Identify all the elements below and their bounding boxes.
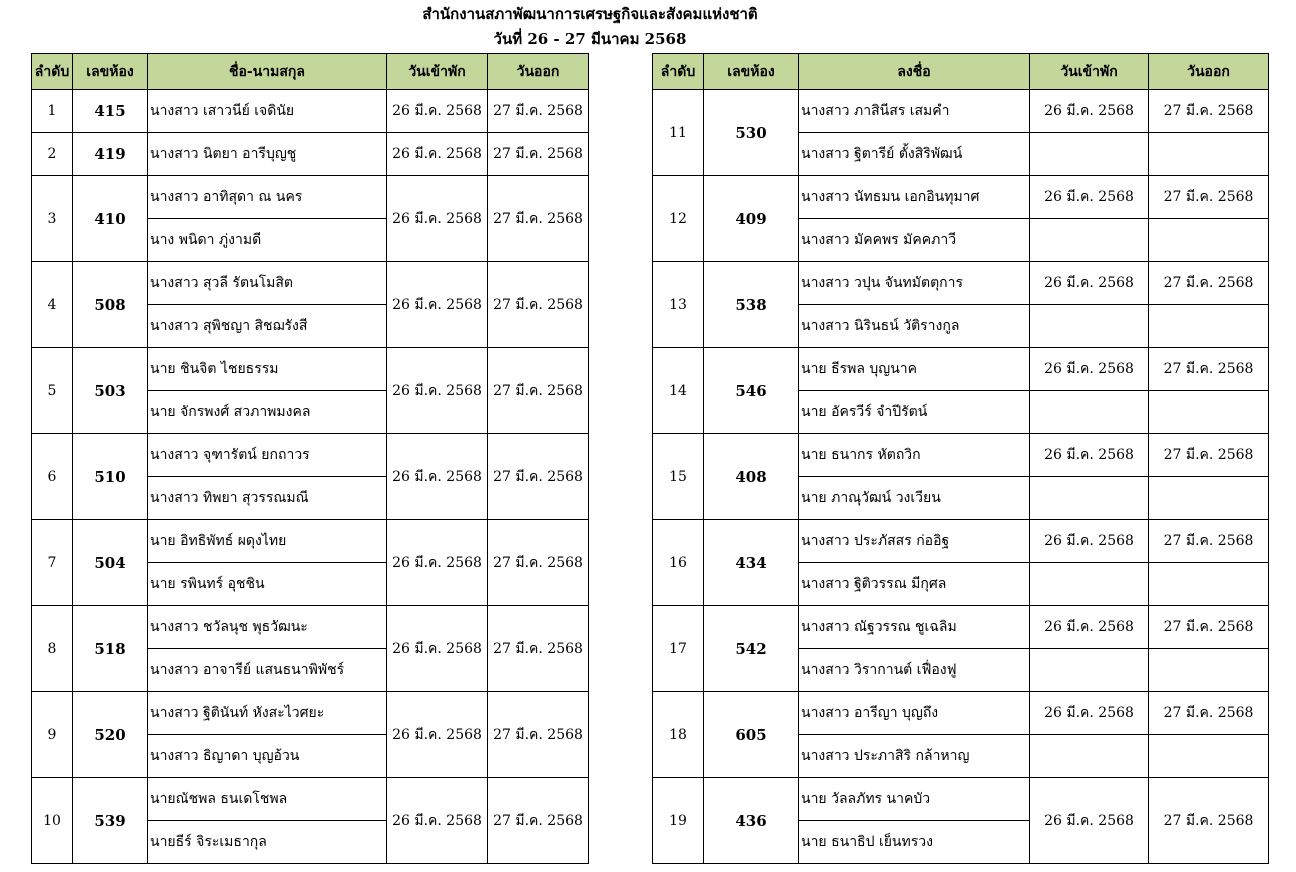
guest-name: นาย จักรพงศ์ สวภาพมงคล	[148, 391, 387, 434]
guest-name: นางสาว นิตยา อารีบุญชู	[148, 133, 387, 176]
checkout-date: 27 มี.ค. 2568	[1149, 692, 1269, 735]
checkin-date: 26 มี.ค. 2568	[387, 348, 488, 434]
table-row	[32, 133, 589, 176]
checkout-date: 27 มี.ค. 2568	[1149, 262, 1269, 305]
checkout-date: 27 มี.ค. 2568	[488, 520, 589, 606]
guest-name: นางสาว วิรากานต์ เฟื่องฟู	[799, 649, 1030, 692]
header-signature: ลงชื่อ	[799, 54, 1030, 90]
checkin-date	[1030, 391, 1149, 434]
guest-name: นาย ภาณุวัฒน์ วงเวียน	[799, 477, 1030, 520]
checkout-date	[1149, 649, 1269, 692]
checkin-date	[1030, 133, 1149, 176]
guest-name: นาย อัครวีร์ จำปีรัตน์	[799, 391, 1030, 434]
guest-name: นางสาว ณัฐวรรณ ชูเฉลิม	[799, 606, 1030, 649]
guest-name: นางสาว มัคคพร มัคคภาวี	[799, 219, 1030, 262]
guest-name: นางสาว สุวลี รัตนโมสิต	[148, 262, 387, 305]
guest-name: นางสาว อาจารีย์ แสนธนาพิพัชร์	[148, 649, 387, 692]
table-row	[32, 262, 589, 305]
guest-name: นาย รพินทร์ อุชชิน	[148, 563, 387, 606]
room-number: 419	[73, 133, 148, 176]
guest-name: นางสาว ฐิตารีย์ ตั้งสิริพัฒน์	[799, 133, 1030, 176]
header-no: ลำดับ	[653, 54, 704, 90]
checkin-date: 26 มี.ค. 2568	[1030, 90, 1149, 133]
checkout-date: 27 มี.ค. 2568	[1149, 520, 1269, 563]
guest-name: นางสาว ธิญาดา บุญอ้วน	[148, 735, 387, 778]
guest-name: นางสาว วปุน จันทมัตตุการ	[799, 262, 1030, 305]
row-number: 7	[32, 520, 73, 606]
table-row	[653, 262, 1269, 305]
checkin-date	[1030, 649, 1149, 692]
checkout-date: 27 มี.ค. 2568	[1149, 348, 1269, 391]
checkin-date: 26 มี.ค. 2568	[1030, 692, 1149, 735]
guest-name: นางสาว ภาสินีสร เสมคำ	[799, 90, 1030, 133]
checkin-date: 26 มี.ค. 2568	[387, 176, 488, 262]
row-number: 16	[653, 520, 704, 606]
row-number: 17	[653, 606, 704, 692]
room-number: 415	[73, 90, 148, 133]
guest-name: นาย อิทธิพัทธ์ ผดุงไทย	[148, 520, 387, 563]
checkin-date: 26 มี.ค. 2568	[387, 520, 488, 606]
checkin-date: 26 มี.ค. 2568	[1030, 348, 1149, 391]
header-room: เลขห้อง	[73, 54, 148, 90]
checkin-date: 26 มี.ค. 2568	[1030, 778, 1149, 864]
header-checkout: วันออก	[488, 54, 589, 90]
checkin-date: 26 มี.ค. 2568	[387, 434, 488, 520]
checkin-date	[1030, 477, 1149, 520]
checkin-date: 26 มี.ค. 2568	[387, 262, 488, 348]
table-row	[653, 778, 1269, 821]
row-number: 12	[653, 176, 704, 262]
table-row	[32, 606, 589, 649]
room-number: 504	[73, 520, 148, 606]
page-subtitle-date: วันที่ 26 - 27 มีนาคม 2568	[493, 30, 687, 48]
table-row	[32, 434, 589, 477]
checkin-date: 26 มี.ค. 2568	[387, 778, 488, 864]
room-number: 510	[73, 434, 148, 520]
room-number: 538	[704, 262, 799, 348]
checkin-date: 26 มี.ค. 2568	[387, 90, 488, 133]
checkout-date: 27 มี.ค. 2568	[488, 262, 589, 348]
guest-name: นายธีร์ จิระเมธากุล	[148, 821, 387, 864]
guest-name: นาย ธีรพล บุญนาค	[799, 348, 1030, 391]
room-number: 518	[73, 606, 148, 692]
guest-name: นางสาว นัทธมน เอกอินทุมาศ	[799, 176, 1030, 219]
page-title: สำนักงานสภาพัฒนาการเศรษฐกิจและสังคมแห่งชาติ	[422, 5, 758, 23]
checkout-date	[1149, 391, 1269, 434]
guest-name: นางสาว เสาวนีย์ เจดินัย	[148, 90, 387, 133]
row-number: 3	[32, 176, 73, 262]
checkin-date: 26 มี.ค. 2568	[1030, 520, 1149, 563]
checkin-date: 26 มี.ค. 2568	[1030, 434, 1149, 477]
room-number: 530	[704, 90, 799, 176]
room-number: 434	[704, 520, 799, 606]
table-row	[32, 778, 589, 821]
header-checkin: วันเข้าพัก	[1030, 54, 1149, 90]
header-checkin: วันเข้าพัก	[387, 54, 488, 90]
checkout-date	[1149, 735, 1269, 778]
checkout-date: 27 มี.ค. 2568	[488, 176, 589, 262]
checkout-date: 27 มี.ค. 2568	[1149, 434, 1269, 477]
guest-name: นาย ชินจิต ไชยธรรม	[148, 348, 387, 391]
checkout-date	[1149, 477, 1269, 520]
room-number: 605	[704, 692, 799, 778]
checkout-date: 27 มี.ค. 2568	[488, 692, 589, 778]
room-number: 539	[73, 778, 148, 864]
room-table-left	[31, 53, 589, 864]
table-row	[653, 348, 1269, 391]
checkout-date: 27 มี.ค. 2568	[488, 348, 589, 434]
table-row	[653, 520, 1269, 563]
guest-name: นาย ธนาธิป เย็นทรวง	[799, 821, 1030, 864]
guest-name: นางสาว ประภัสสร ก่ออิฐ	[799, 520, 1030, 563]
row-number: 19	[653, 778, 704, 864]
table-row	[32, 348, 589, 391]
guest-name: นางสาว ชวัลนุช พุธวัฒนะ	[148, 606, 387, 649]
row-number: 14	[653, 348, 704, 434]
guest-name: นางสาว นิรินธน์ วัติรางกูล	[799, 305, 1030, 348]
guest-name: นางสาว จุฑารัตน์ ยกถาวร	[148, 434, 387, 477]
checkin-date: 26 มี.ค. 2568	[387, 133, 488, 176]
checkin-date	[1030, 563, 1149, 606]
row-number: 6	[32, 434, 73, 520]
table-row	[32, 520, 589, 563]
row-number: 11	[653, 90, 704, 176]
checkout-date: 27 มี.ค. 2568	[1149, 90, 1269, 133]
row-number: 13	[653, 262, 704, 348]
checkin-date: 26 มี.ค. 2568	[1030, 262, 1149, 305]
table-row	[32, 90, 589, 133]
guest-name: นางสาว อารีญา บุญถึง	[799, 692, 1030, 735]
table-header-row	[32, 54, 589, 90]
table-body	[32, 90, 589, 864]
room-table-right	[652, 53, 1269, 864]
table-row	[653, 692, 1269, 735]
row-number: 1	[32, 90, 73, 133]
checkout-date: 27 มี.ค. 2568	[488, 90, 589, 133]
checkout-date: 27 มี.ค. 2568	[1149, 778, 1269, 864]
room-number: 410	[73, 176, 148, 262]
checkin-date: 26 มี.ค. 2568	[387, 692, 488, 778]
row-number: 4	[32, 262, 73, 348]
guest-name: นางสาว ทิพยา สุวรรณมณี	[148, 477, 387, 520]
checkout-date	[1149, 133, 1269, 176]
room-number: 546	[704, 348, 799, 434]
row-number: 9	[32, 692, 73, 778]
room-number: 542	[704, 606, 799, 692]
guest-name: นางสาว สุพิชญา สิชฌรังสี	[148, 305, 387, 348]
checkout-date: 27 มี.ค. 2568	[1149, 606, 1269, 649]
row-number: 10	[32, 778, 73, 864]
checkout-date: 27 มี.ค. 2568	[488, 434, 589, 520]
table-row	[32, 176, 589, 219]
header-checkout: วันออก	[1149, 54, 1269, 90]
room-number: 508	[73, 262, 148, 348]
table-row	[32, 692, 589, 735]
guest-name: นางสาว อาทิสุดา ณ นคร	[148, 176, 387, 219]
guest-name: นายณัชพล ธนเดโชพล	[148, 778, 387, 821]
checkin-date	[1030, 305, 1149, 348]
room-number: 436	[704, 778, 799, 864]
guest-name: นาย ธนากร หัตถวิก	[799, 434, 1030, 477]
header-no: ลำดับ	[32, 54, 73, 90]
room-number: 520	[73, 692, 148, 778]
table-body	[653, 90, 1269, 864]
table-row	[653, 90, 1269, 133]
header-room: เลขห้อง	[704, 54, 799, 90]
row-number: 2	[32, 133, 73, 176]
table-row	[653, 434, 1269, 477]
header-name: ชื่อ-นามสกุล	[148, 54, 387, 90]
guest-name: นางสาว ฐิตินันท์ หังสะไวศยะ	[148, 692, 387, 735]
checkin-date	[1030, 219, 1149, 262]
checkout-date: 27 มี.ค. 2568	[488, 133, 589, 176]
room-number: 503	[73, 348, 148, 434]
checkin-date: 26 มี.ค. 2568	[1030, 606, 1149, 649]
guest-name: นาย วัลลภัทร นาคบัว	[799, 778, 1030, 821]
guest-name: นาง พนิดา ภู่งามดี	[148, 219, 387, 262]
checkin-date: 26 มี.ค. 2568	[1030, 176, 1149, 219]
checkout-date: 27 มี.ค. 2568	[488, 606, 589, 692]
checkout-date	[1149, 563, 1269, 606]
guest-name: นางสาว ประภาสิริ กล้าหาญ	[799, 735, 1030, 778]
row-number: 5	[32, 348, 73, 434]
row-number: 8	[32, 606, 73, 692]
checkout-date	[1149, 219, 1269, 262]
checkout-date	[1149, 305, 1269, 348]
table-header-row	[653, 54, 1269, 90]
table-row	[653, 606, 1269, 649]
guest-name: นางสาว ฐิติวรรณ มีกุศล	[799, 563, 1030, 606]
checkout-date: 27 มี.ค. 2568	[488, 778, 589, 864]
row-number: 18	[653, 692, 704, 778]
room-number: 408	[704, 434, 799, 520]
table-row	[653, 176, 1269, 219]
room-number: 409	[704, 176, 799, 262]
checkin-date	[1030, 735, 1149, 778]
checkout-date: 27 มี.ค. 2568	[1149, 176, 1269, 219]
checkin-date: 26 มี.ค. 2568	[387, 606, 488, 692]
row-number: 15	[653, 434, 704, 520]
